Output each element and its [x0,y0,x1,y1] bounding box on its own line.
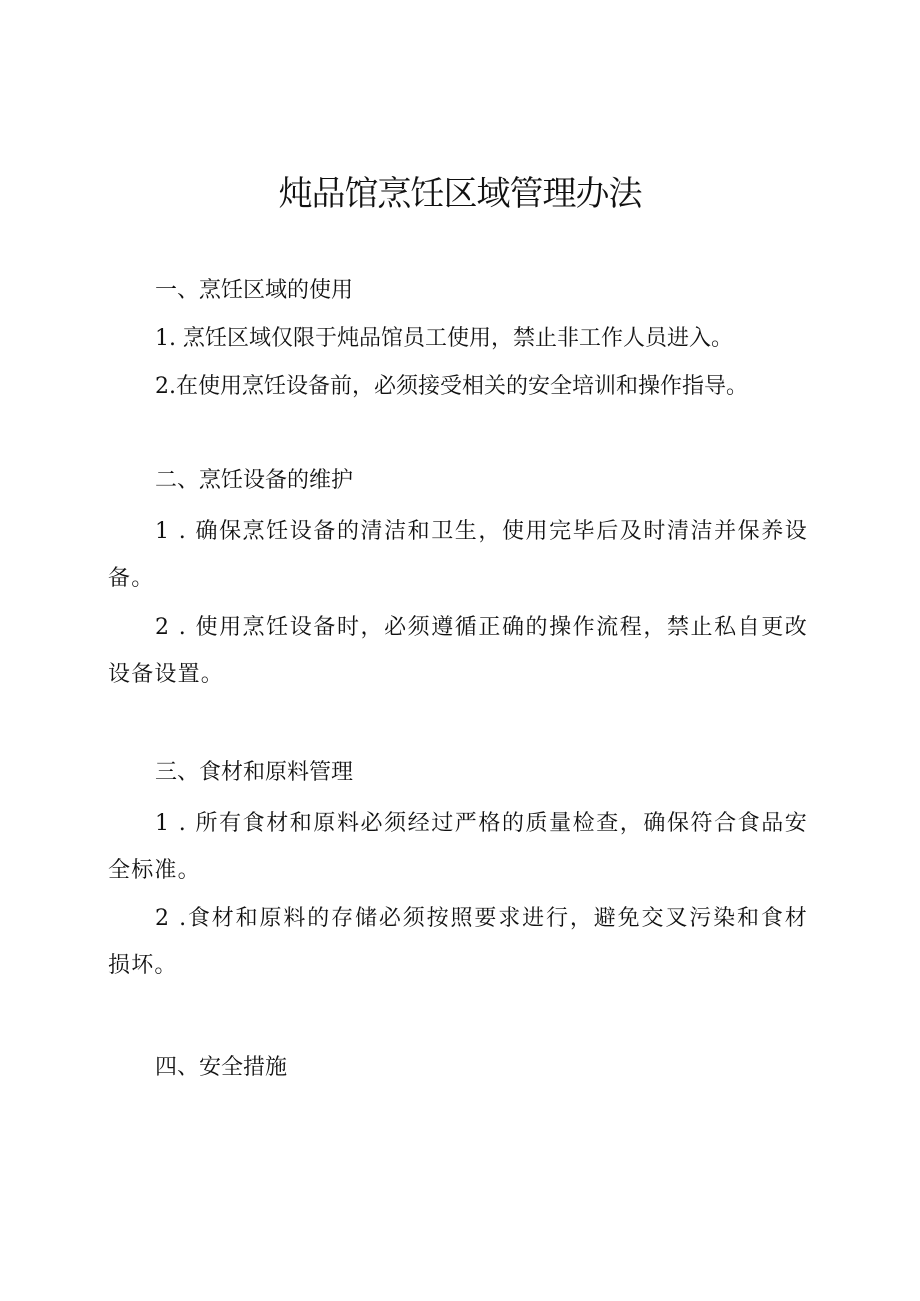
section-heading: 四、安全措施 [155,1055,288,1080]
section-heading: 二、烹饪设备的维护 [155,468,354,493]
section-item: 1 . 所有食材和原料必须经过严格的质量检查，确保符合食品安全标准。 [108,811,808,883]
section-item: 2.在使用烹饪设备前，必须接受相关的安全培训和操作指导。 [155,374,748,399]
section-heading: 三、食材和原料管理 [155,760,354,785]
section-item: 1. 烹饪区域仅限于炖品馆员工使用，禁止非工作人员进入。 [155,326,733,351]
section-item: 2 . 使用烹饪设备时，必须遵循正确的操作流程，禁止私自更改设备设置。 [108,615,808,687]
document-title: 炖品馆烹饪区域管理办法 [278,174,642,214]
section-item: 2 .食材和原料的存储必须按照要求进行，避免交叉污染和食材损坏。 [108,906,808,978]
section-item: 1 . 确保烹饪设备的清洁和卫生，使用完毕后及时清洁并保养设备。 [108,519,808,591]
section-heading: 一、烹饪区域的使用 [155,278,354,303]
